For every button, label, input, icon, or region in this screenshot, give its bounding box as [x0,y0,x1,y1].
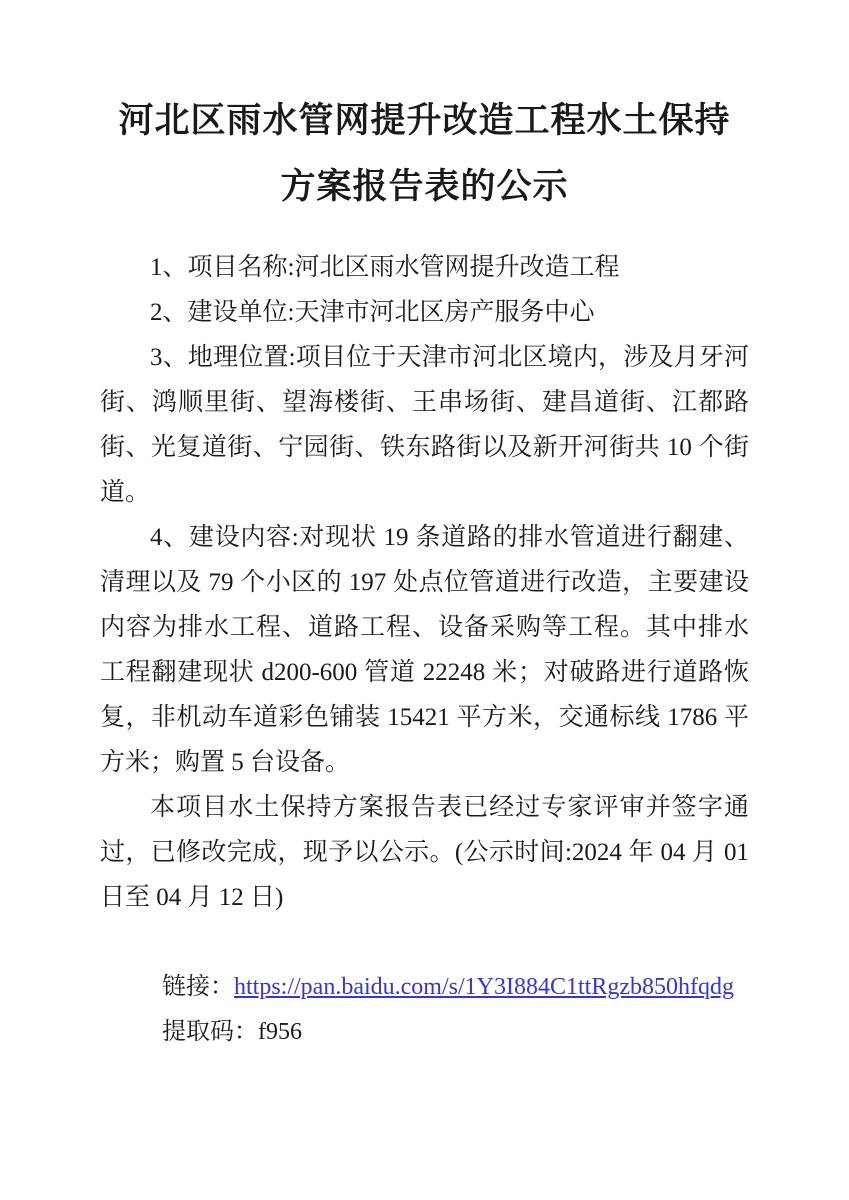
paragraph-construction-content: 4、建设内容:对现状 19 条道路的排水管道进行翻建、清理以及 79 个小区的 197 处点位管道进行改造，主要建设内容为排水工程、道路工程、设备采购等工程。其中排水工程翻建现状 d200-600 管道 22248 米；对破路进行道路恢复，非机动车道彩色铺装 15421 平方米，交通标线 1786 平方米；购置 5 台设备。 [100,524,749,776]
extraction-code-row [162,1010,749,1055]
extraction-code-label: 提取码： [162,1019,258,1045]
notice-title-line2: 方案报告表的公示 [280,167,569,206]
paragraph-project-name: 1、项目名称:河北区雨水管网提升改造工程 [150,254,620,281]
notice-body [100,245,749,920]
attachment-footer [162,965,749,1055]
paragraph-publicity-statement: 本项目水土保持方案报告表已经过专家评审并签字通过，已修改完成，现予以公示。(公示时间:2024 年 04 月 01 日至 04 月 12 日) [100,794,749,911]
paragraph-location: 3、地理位置:项目位于天津市河北区境内，涉及月牙河街、鸿顺里街、望海楼街、王串场街、建昌道街、江都路街、光复道街、宁园街、铁东路街以及新开河街共 10 个街道。 [100,344,749,506]
paragraph-construction-unit: 2、建设单位:天津市河北区房产服务中心 [150,299,595,326]
link-row [162,965,749,1010]
notice-title [70,88,779,220]
notice-title-line1: 河北区雨水管网提升改造工程水土保持 [118,101,731,140]
extraction-code-value: f956 [258,1019,302,1045]
baidu-pan-link[interactable]: https://pan.baidu.com/s/1Y3I884C1ttRgzb850hfqdg [234,974,734,1000]
link-label: 链接： [162,974,234,1000]
